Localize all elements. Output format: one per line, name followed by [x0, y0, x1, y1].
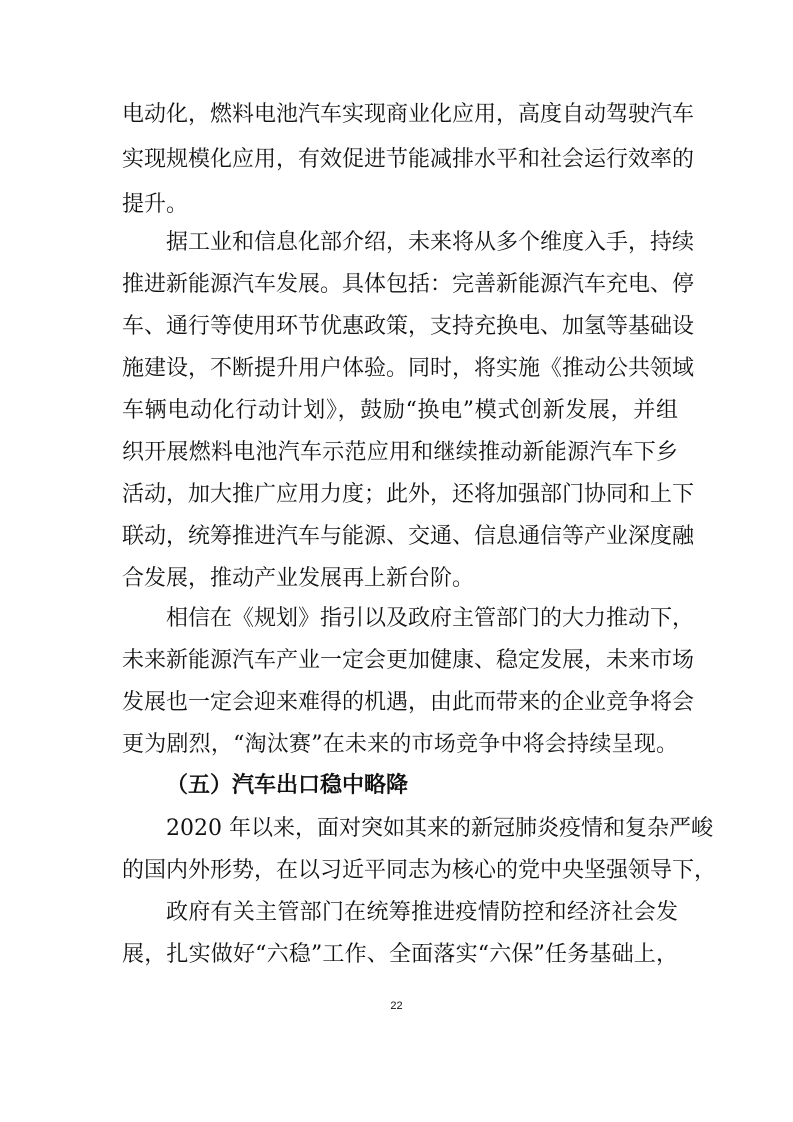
paragraph-line: 政府有关主管部门在统筹推进疫情防控和经济社会发 [166, 900, 678, 925]
paragraph-line: 的国内外形势，在以习近平同志为核心的党中央坚强领导下， [122, 858, 717, 883]
paragraph-line: 相信在《规划》指引以及政府主管部门的大力推动下， [166, 606, 695, 631]
paragraph-line: 推进新能源汽车发展。具体包括：完善新能源汽车充电、停 [122, 272, 695, 297]
paragraph-line: 展，扎实做好“六稳”工作、全面落实“六保”任务基础上， [122, 942, 678, 967]
paragraph-line: 2020 年以来，面对突如其来的新冠肺炎疫情和复杂严峻 [166, 816, 713, 841]
paragraph-line: 车辆电动化行动计划》，鼓励“换电”模式创新发展，并组 [122, 398, 678, 423]
paragraph-line: 电动化，燃料电池汽车实现商业化应用，高度自动驾驶汽车 [122, 102, 695, 127]
paragraph-line: 发展也一定会迎来难得的机遇，由此而带来的企业竞争将会 [122, 690, 695, 715]
paragraph-line: 未来新能源汽车产业一定会更加健康、稳定发展，未来市场 [122, 648, 695, 673]
paragraph-line: 车、通行等使用环节优惠政策，支持充换电、加氢等基础设 [122, 314, 695, 339]
paragraph-line: 施建设，不断提升用户体验。同时，将实施《推动公共领域 [122, 356, 695, 381]
paragraph-line: 实现规模化应用，有效促进节能减排水平和社会运行效率的 [122, 147, 695, 172]
paragraph-line: 织开展燃料电池汽车示范应用和继续推动新能源汽车下乡 [122, 440, 678, 465]
paragraph-line: 提升。 [122, 192, 189, 217]
paragraph-line: 更为剧烈，“淘汰赛”在未来的市场竞争中将会持续呈现。 [122, 732, 678, 757]
paragraph-line: 据工业和信息化部介绍，未来将从多个维度入手，持续 [166, 230, 695, 255]
paragraph-line: 活动，加大推广应用力度；此外，还将加强部门协同和上下 [122, 482, 695, 507]
page-number: 22 [390, 1000, 403, 1012]
paragraph-line: 联动，统筹推进汽车与能源、交通、信息通信等产业深度融 [122, 524, 695, 549]
paragraph-line: 合发展，推动产业发展再上新台阶。 [122, 566, 475, 591]
section-heading: （五）汽车出口稳中略降 [166, 772, 409, 798]
